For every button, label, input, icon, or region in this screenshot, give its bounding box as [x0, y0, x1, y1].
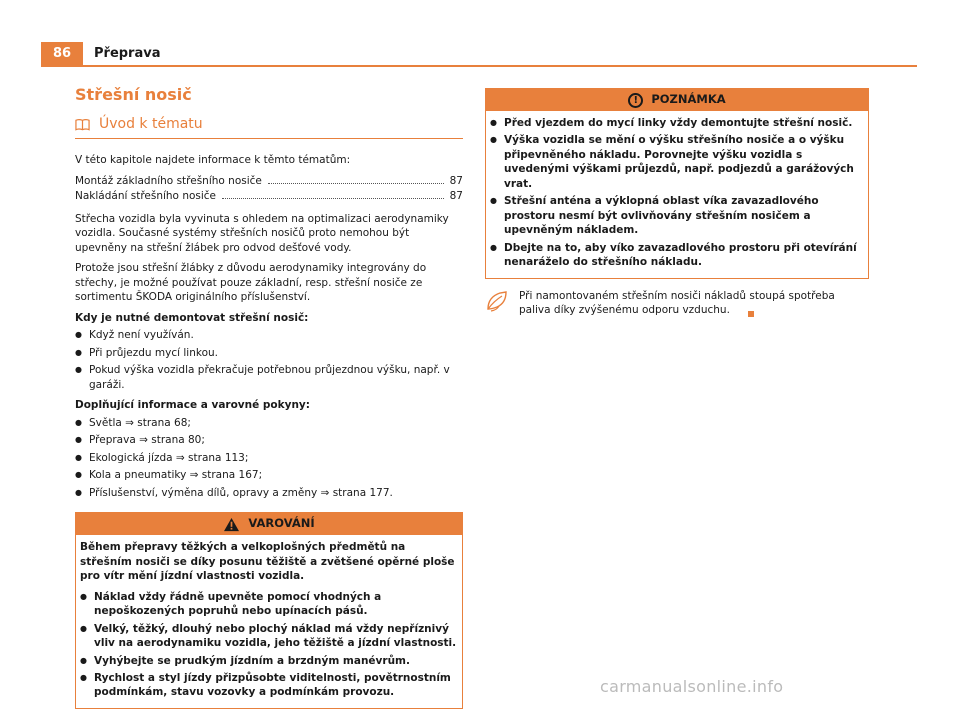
- page-header: [41, 42, 917, 66]
- toc-leader: [222, 198, 444, 199]
- toc-label: Montáž základního střešního nosiče: [75, 174, 262, 187]
- page-title: Střešní nosič: [75, 85, 192, 104]
- toc-page: 87: [449, 189, 463, 202]
- toc-leader: [268, 183, 444, 184]
- section-end-marker: [748, 311, 754, 317]
- removal-heading: Kdy je nutné demontovat střešní nosič:: [75, 311, 309, 324]
- warning-item: ● Velký, těžký, dlouhý nebo plochý náklad má vždy nepříznivý vliv na aerodynamiku vozidla, jeho těžiště a jízdní vlastnosti.: [80, 622, 458, 651]
- topic-list: [75, 174, 463, 204]
- paragraph: Střecha vozidla byla vyvinuta s ohledem na optimalizaci aerodynamiky vozidla. Současné systémy střešních nosičů proto nemohou být upevněny na střešní žlábek pro odvod dešťové vody.: [75, 212, 449, 254]
- list-item: ● Když není využíván.: [75, 328, 463, 342]
- warning-intro: Během přepravy těžkých a velkoplošných předmětů na střešním nosiči se díky posunu těžiště a zvětšené opěrné ploše pro vítr mění jízdní vlastnosti vozidla.: [80, 541, 455, 583]
- toc-row[interactable]: [75, 174, 463, 189]
- toc-page: 87: [449, 174, 463, 187]
- cross-reference-link[interactable]: ● Světla ⇒ strana 68;: [75, 416, 463, 430]
- page-number: 86: [41, 42, 83, 66]
- more-info-heading: Doplňující informace a varovné pokyny:: [75, 399, 310, 412]
- toc-label: Nakládání střešního nosiče: [75, 189, 217, 202]
- toc-row[interactable]: [75, 189, 463, 204]
- note-header: [486, 89, 868, 111]
- warning-item: ● Vyhýbejte se prudkým jízdním a brzdným manévrům.: [80, 654, 458, 668]
- exclamation-circle-icon: !: [628, 93, 643, 108]
- cross-reference-link[interactable]: ● Příslušenství, výměna dílů, opravy a změny ⇒ strana 177.: [75, 486, 463, 500]
- warning-triangle-icon: [223, 517, 240, 532]
- intro-heading: [75, 115, 463, 139]
- warning-list: [80, 590, 458, 700]
- paragraph: Protože jsou střešní žlábky z důvodu aerodynamiky integrovány do střechy, je možné používat pouze základní, resp. střešní nosiče ze sortimentu ŠKODA originálního příslušenství.: [75, 262, 427, 304]
- warning-body: [76, 535, 462, 708]
- warning-header: [76, 513, 462, 535]
- note-box: [485, 88, 869, 279]
- list-item: ● Při průjezdu mycí linkou.: [75, 346, 463, 360]
- cross-reference-link[interactable]: ● Ekologická jízda ⇒ strana 113;: [75, 451, 463, 465]
- warning-item: ● Náklad vždy řádně upevněte pomocí vhodných a nepoškozených popruhů nebo upínacích pásů.: [80, 590, 458, 619]
- intro-text: V této kapitole najdete informace k těmto tématům:: [75, 154, 351, 167]
- note-item: ● Dbejte na to, aby víko zavazadlového prostoru při otevírání nenaráželo do střešního nákladu.: [490, 241, 864, 270]
- note-list: [490, 116, 864, 270]
- removal-list: [75, 328, 463, 392]
- note-title: POZNÁMKA: [651, 92, 726, 107]
- header-divider: [41, 65, 917, 67]
- note-item: ● Výška vozidla se mění o výšku střešního nosiče a o výšku připevněného nákladu. Porovnejte výšku vozidla s uvedenými výškami průjezdů, např. podjezdů a garážových vrat.: [490, 133, 864, 191]
- environment-leaf-icon: [485, 289, 509, 313]
- note-item: ● Střešní anténa a výklopná oblast víka zavazadlového prostoru nesmí být ovlivňovány střešním nosičem a upevněným nákladem.: [490, 194, 864, 237]
- environment-text-content: Při namontovaném střešním nosiči nákladů stoupá spotřeba paliva díky zvýšenému odporu vzduchu.: [519, 289, 835, 317]
- intro-heading-label: Úvod k tématu: [99, 116, 203, 133]
- book-icon: [75, 118, 90, 131]
- list-item: ● Pokud výška vozidla překračuje potřebnou průjezdnou výšku, např. v garáži.: [75, 363, 463, 392]
- cross-reference-link[interactable]: ● Přeprava ⇒ strana 80;: [75, 433, 463, 447]
- more-info-list: [75, 416, 463, 500]
- environment-note: [485, 289, 869, 318]
- warning-title: VAROVÁNÍ: [248, 516, 315, 531]
- warning-item: ● Rychlost a styl jízdy přizpůsobte viditelnosti, povětrnostním podmínkám, stavu vozovky a podmínkám provozu.: [80, 671, 458, 700]
- section-title: Přeprava: [94, 46, 161, 61]
- note-item: ● Před vjezdem do mycí linky vždy demontujte střešní nosič.: [490, 116, 864, 130]
- right-column: [485, 88, 869, 318]
- environment-text: [519, 289, 869, 318]
- note-body: [486, 111, 868, 278]
- warning-box: [75, 512, 463, 709]
- cross-reference-link[interactable]: ● Kola a pneumatiky ⇒ strana 167;: [75, 468, 463, 482]
- watermark: carmanualsonline.info: [600, 677, 784, 696]
- left-column: [75, 84, 463, 709]
